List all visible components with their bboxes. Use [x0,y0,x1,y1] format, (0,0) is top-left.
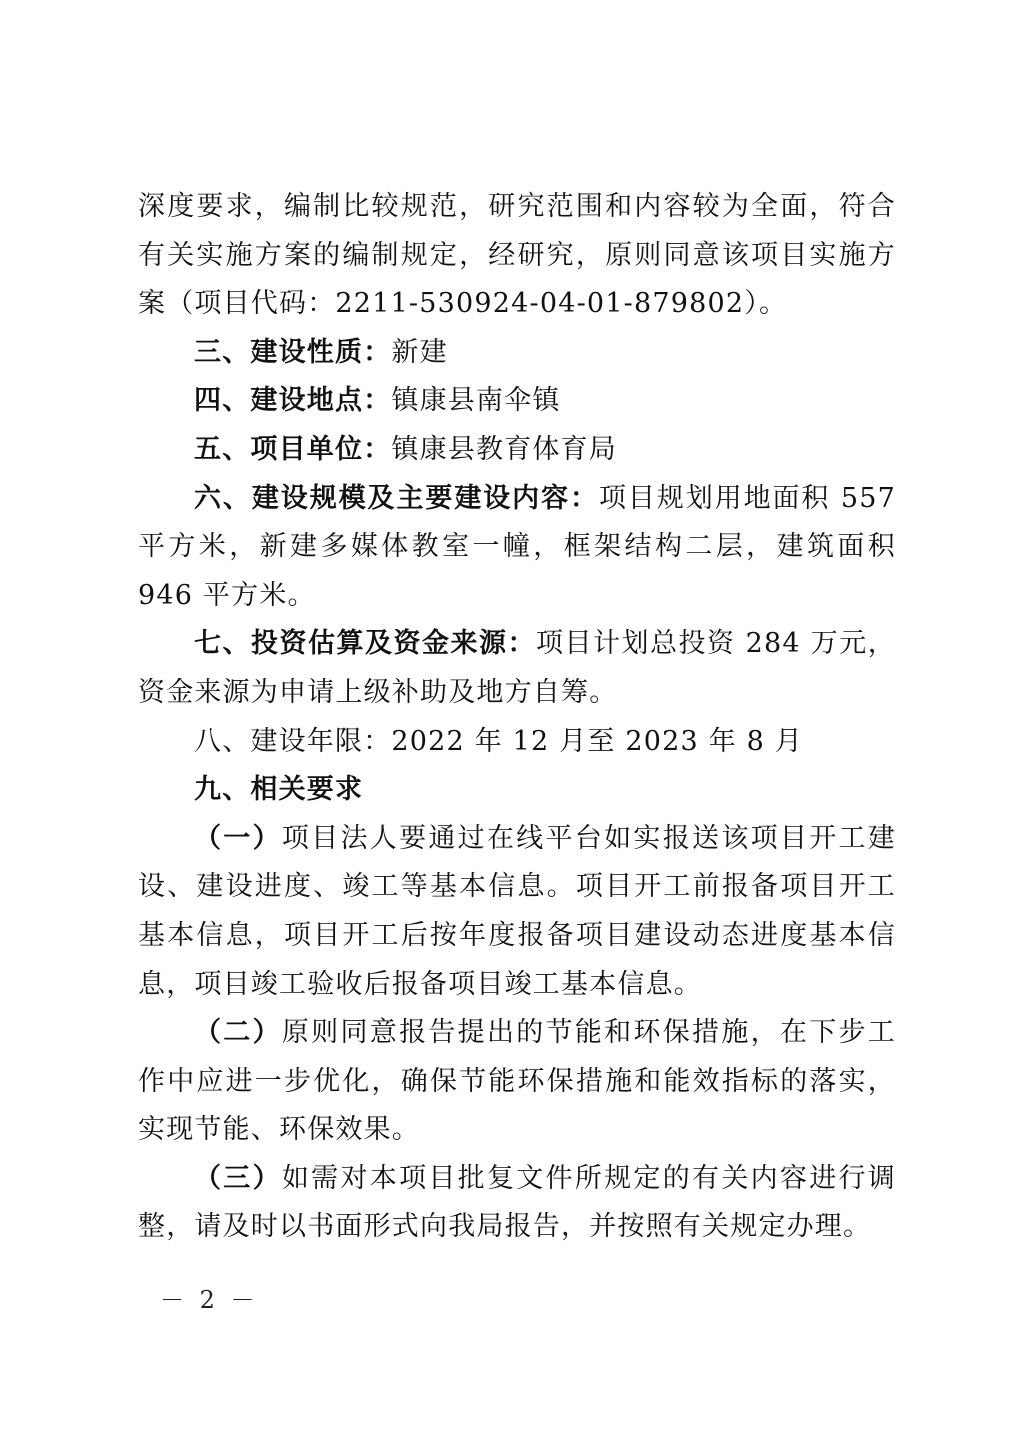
label-related-requirements: 九、相关要求 [194,774,364,806]
requirement-3-text: 如需对本项目批复文件所规定的有关内容进行调整，请及时以书面形式向我局报告，并按照有关规定办理。 [138,1162,896,1243]
paragraph-construction-period: 八、建设年限：2022 年 12 月至 2023 年 8 月 [194,725,804,757]
paragraph-continuation: 深度要求，编制比较规范，研究范围和内容较为全面，符合有关实施方案的编制规定，经研究，原则同意该项目实施方案（项目代码：2211-530924-04-01-879802）。 [138,191,896,320]
value-construction-location: 镇康县南伞镇 [391,385,561,417]
label-construction-scale: 六、建设规模及主要建设内容： [194,482,599,514]
value-project-unit: 镇康县教育体育局 [391,433,618,465]
requirement-2 [138,1009,896,1155]
paragraph-construction-scale [138,475,896,621]
label-investment: 七、投资估算及资金来源： [194,628,536,660]
requirement-1-label: （一） [194,822,282,854]
heading-related-requirements [138,766,896,815]
paragraph-investment [138,620,896,717]
paragraph-construction-nature [138,329,896,378]
page-number: － 2 － [160,1286,259,1314]
requirement-1-text: 项目法人要通过在线平台如实报送该项目开工建设、建设进度、竣工等基本信息。项目开工前报备项目开工基本信息，项目开工后按年度报备项目建设动态进度基本信息，项目竣工验收后报备项目竣工基本信息。 [138,822,896,1000]
label-construction-location: 四、建设地点： [194,385,392,417]
requirement-2-text: 原则同意报告提出的节能和环保措施，在下步工作中应进一步优化，确保节能环保措施和能效指标的落实，实现节能、环保效果。 [138,1017,896,1146]
value-construction-scale: 项目规划用地面积 557 平方米，新建多媒体教室一幢，框架结构二层，建筑面积 946 平方米。 [138,482,896,611]
value-construction-nature: 新建 [391,336,448,368]
requirement-3 [138,1155,896,1252]
label-project-unit: 五、项目单位： [194,433,392,465]
requirement-1 [138,815,896,1009]
paragraph-construction-location [138,377,896,426]
value-investment: 项目计划总投资 284 万元，资金来源为申请上级补助及地方自筹。 [138,628,896,708]
paragraph-project-unit [138,426,896,475]
label-construction-nature: 三、建设性质： [194,336,392,368]
document-body [138,183,896,1252]
requirement-3-label: （三） [194,1162,282,1194]
requirement-2-label: （二） [194,1017,282,1049]
